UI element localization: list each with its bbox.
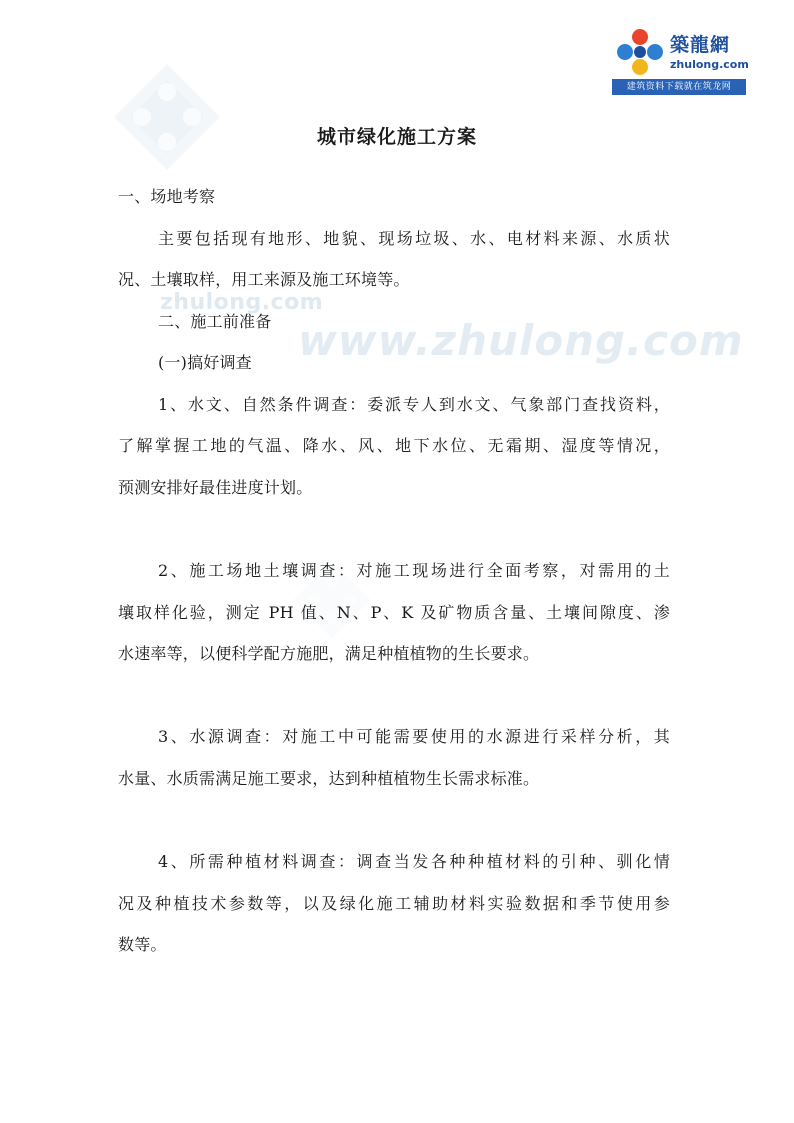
paragraph-line: 壤取样化验，测定 PH 值、N、P、K 及矿物质含量、土壤间隙度、渗 [118,603,670,622]
watermark-large-text: www.zhulong.com [298,316,744,365]
paragraph-line: 3、水源调查：对施工中可能需要使用的水源进行采样分析，其 [158,727,670,746]
document-title: 城市绿化施工方案 [316,126,477,148]
watermark-diamond-icon [112,62,222,172]
paragraph-line: 况及种植技术参数等，以及绿化施工辅助材料实验数据和季节使用参 [118,894,670,913]
logo-slogan: 建筑资料下载就在筑龙网 [612,79,746,95]
logo-domain: zhulong.com [670,58,749,71]
paragraph-line: 1、水文、自然条件调查：委派专人到水文、气象部门查找资料， [158,395,670,414]
paragraph-line: 况、土壤取样，用工来源及施工环境等。 [118,270,410,289]
watermark-small-text: zhulong.com [160,290,324,315]
logo-name: 築龍網 [670,34,731,56]
paragraph-line: 了解掌握工地的气温、降水、风、地下水位、无霜期、湿度等情况， [118,436,670,455]
section-heading: 二、施工前准备 [158,312,272,331]
paragraph-line: 数等。 [118,935,167,954]
paragraph-line: 2、施工场地土壤调查：对施工现场进行全面考察，对需用的土 [158,561,670,580]
paragraph-line: 水量、水质需满足施工要求，达到种植植物生长需求标准。 [118,769,540,788]
section-heading: 一、场地考察 [118,187,216,206]
logo-diamond-icon [616,28,664,76]
zhulong-logo[interactable] [612,22,749,94]
subsection-heading: (一)搞好调查 [158,353,252,372]
paragraph-line: 水速率等，以便科学配方施肥，满足种植植物的生长要求。 [118,644,540,663]
paragraph-line: 主要包括现有地形、地貌、现场垃圾、水、电材料来源、水质状 [158,229,670,248]
paragraph-line: 4、所需种植材料调查：调查当发各种种植材料的引种、驯化情 [158,852,670,871]
paragraph-line: 预测安排好最佳进度计划。 [118,478,313,497]
